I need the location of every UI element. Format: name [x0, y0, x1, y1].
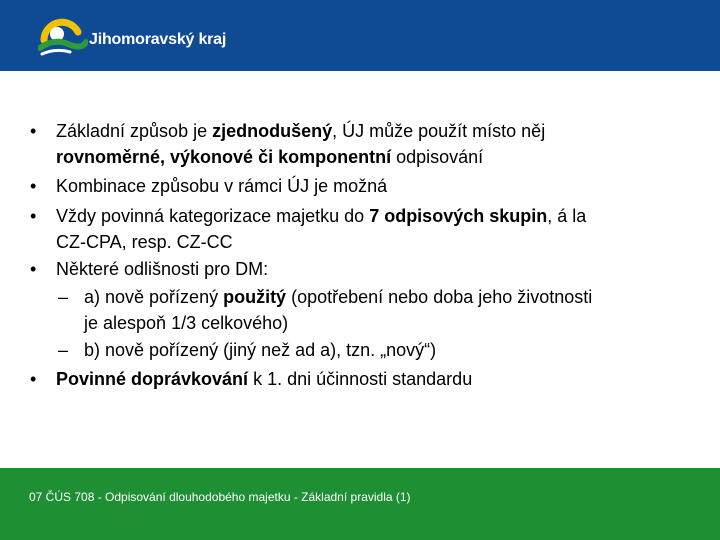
sub-bullet-item — [58, 337, 674, 363]
sub-bullet-item — [58, 284, 674, 336]
logo-text: Jihomoravský kraj — [89, 31, 227, 48]
bullet-mark: • — [30, 206, 37, 226]
bullet-item — [30, 118, 666, 170]
bullet-text: Základní způsob je zjednodušený, ÚJ může použít místo něj rovnoměrné, výkonové či komponentní odpisování — [56, 121, 546, 167]
sub-bullet-mark: – — [58, 287, 69, 307]
bullet-item — [30, 256, 666, 282]
bullet-item — [30, 203, 666, 255]
sub-bullet-text: a) nově pořízený použitý (opotřebení nebo doba jeho životnosti je alespoň 1/3 celkového) — [84, 287, 593, 333]
bullet-mark: • — [30, 176, 37, 196]
bullet-mark: • — [30, 121, 37, 141]
bullet-mark: • — [30, 369, 37, 389]
sub-bullet-text: b) nově pořízený (jiný než ad a), tzn. „nový“) — [84, 340, 437, 360]
bullet-mark: • — [30, 259, 37, 279]
bullet-text: Kombinace způsobu v rámci ÚJ je možná — [56, 176, 388, 196]
logo-emblem-icon — [38, 14, 88, 58]
bullet-text: Povinné doprávkování k 1. dni účinnosti standardu — [56, 369, 473, 389]
logo — [38, 14, 238, 58]
bullet-item — [30, 366, 666, 392]
bullet-text: Některé odlišnosti pro DM: — [56, 259, 269, 279]
footer-bar — [0, 468, 720, 540]
footer-text: 07 ČÚS 708 - Odpisování dlouhodobého majetku - Základní pravidla (1) — [29, 490, 411, 504]
sub-bullet-mark: – — [58, 340, 69, 360]
header-bar — [0, 0, 720, 71]
bullet-text: Vždy povinná kategorizace majetku do 7 odpisových skupin, á la CZ-CPA, resp. CZ-CC — [56, 206, 587, 252]
bullet-item — [30, 173, 666, 199]
